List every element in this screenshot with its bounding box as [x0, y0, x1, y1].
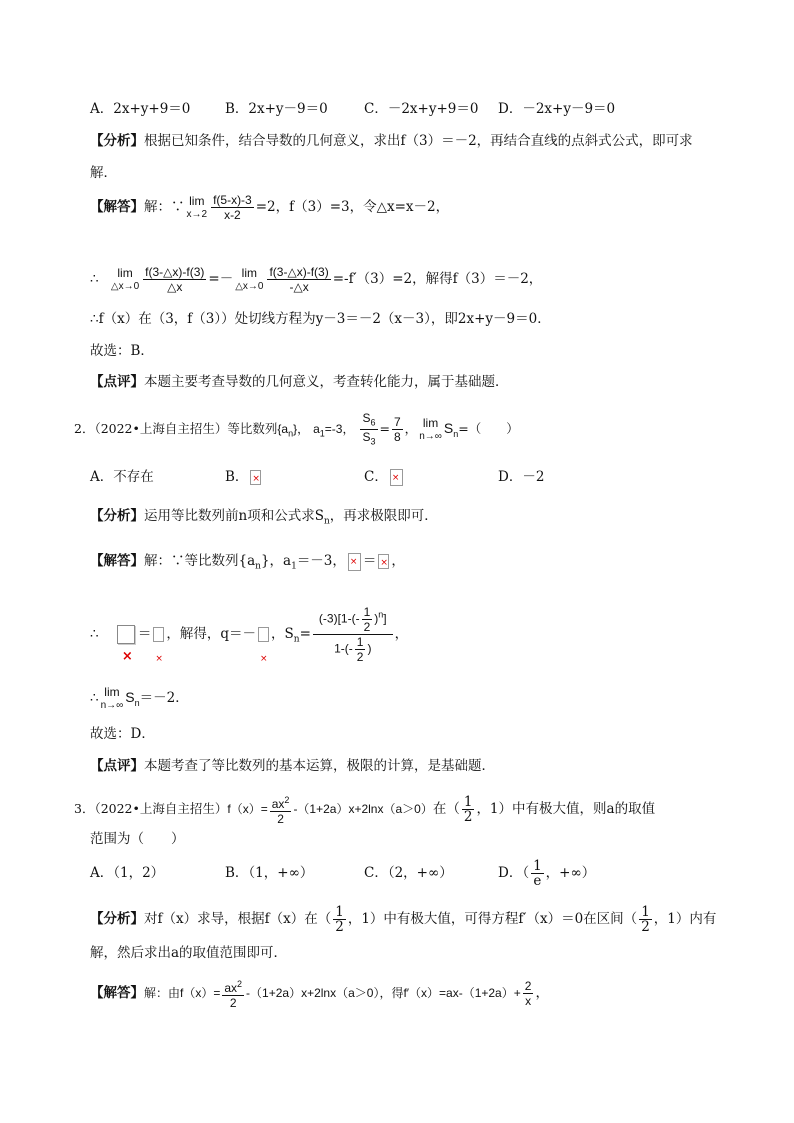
q1-analysis-cont: 解． — [90, 165, 117, 181]
broken-image-icon — [390, 469, 403, 486]
q1-tangent-line: ∴f（x）在（3，f（3））处切线方程为y－3＝－2（x－3），即2x+y－9＝0． — [90, 311, 551, 327]
q1-option-c: C．－2x+y+9＝0 — [364, 101, 479, 117]
q3-option-b: B．（1，+∞） — [225, 865, 314, 881]
analysis-tag: 【分析】 — [90, 911, 144, 927]
q2-stem — [74, 408, 519, 454]
broken-image-icon — [250, 470, 261, 485]
limit-expression: lim △x→0 — [110, 265, 140, 292]
limit-expression: lim x→2 — [186, 193, 208, 220]
fraction: $\frac{f(5-x)-3}{x-2}$ — [213, 193, 252, 222]
limit-expression: lim n→∞ — [100, 684, 124, 711]
analysis-text: 根据已知条件，结合导数的几何意义，求出f（3）＝－2，再结合直线的点斜式公式，即可求 — [144, 133, 693, 149]
q3-analysis: 【分析】对f（x）求导，根据f（x）在（ $\frac{1}{2}$ ，1）中有极大值，可得方程f′（x）＝0在区间（ $\frac{1}{2}$ ，1）内有 — [90, 904, 717, 935]
first-term: $a_1=-3$， — [313, 422, 355, 439]
fraction: $\frac{ax^2}{2}$ — [271, 795, 290, 826]
broken-image-icon — [348, 553, 361, 571]
broken-image-icon — [258, 627, 269, 642]
sequence: $\{a_n\}$， — [277, 422, 310, 439]
q2-option-b: B．× — [225, 468, 263, 486]
q2-solution-line3: ∴ lim n→∞ $S_n=-2$． — [90, 684, 189, 711]
q2-choice: 故选：D． — [90, 726, 155, 742]
q2-option-c: C．× — [364, 468, 405, 486]
therefore-symbol: ∴ — [90, 626, 99, 642]
limit-expression: lim △x→0 — [235, 265, 264, 292]
stem-prefix: 2．（2022•上海自主招生）等比数列 — [74, 421, 278, 436]
comment-text: 本题考查了等比数列的基本运算，极限的计算，是基础题． — [144, 758, 495, 774]
q3-stem-cont: 范围为（ ） — [90, 831, 185, 847]
q2-option-a: A．不存在 — [90, 469, 154, 485]
sum-formula: (-3)[1-(- $\frac{1}{2}$ )$^n$] 1-(- $\frac{1}{2}$ ) — [313, 605, 393, 664]
broken-image-icon — [153, 627, 164, 642]
sum-sn: $S_n$ — [443, 420, 459, 439]
fraction: $\frac{1}{2}$ — [463, 794, 473, 825]
solution-text: =-f′（3）=2，解得f（3）＝－2， — [332, 271, 543, 287]
solution-tag: 【解答】 — [90, 985, 144, 1001]
q2-option-d: D．－2 — [498, 469, 545, 485]
q1-choice: 故选：B． — [90, 343, 154, 359]
comment-text: 本题主要考查导数的几何意义，考查转化能力，属于基础题． — [144, 374, 509, 390]
q2-comment — [90, 757, 495, 775]
limit-expression: lim n→∞ — [419, 415, 442, 442]
solution-tag: 【解答】 — [90, 553, 144, 569]
comment-tag: 【点评】 — [90, 374, 144, 390]
q1-comment — [90, 373, 509, 391]
q1-option-b: B．2x+y－9＝0 — [225, 101, 328, 117]
q3-analysis-cont: 解，然后求出a的取值范围即可． — [90, 945, 288, 961]
q1-solution-line2 — [90, 262, 542, 296]
solution-tag: 【解答】 — [90, 199, 144, 215]
broken-image-icon — [117, 625, 135, 644]
q1-option-d: D．－2x+y－9＝0 — [498, 101, 616, 117]
equals-neg: =－ — [208, 271, 234, 287]
fraction: $\frac{f(3-\triangle x)-f(3)}{\triangle x}$ — [145, 265, 205, 294]
ratio-value: $\frac{7}{8}$ — [393, 415, 401, 444]
q2-solution-line2: ∴ × ＝× ，解得，q＝－× ，$S_n=$ (-3)[1-(- $\frac{1}{2}$ )$^n$] 1-(- $\frac{1}{2}$ ) ， — [90, 602, 408, 672]
analysis-tag: 【分析】 — [90, 508, 144, 524]
q2-solution-line1: 【解答】解：∵等比数列$\{a_n\}$，$a_1=-3$，× ＝× ， — [90, 552, 405, 576]
fraction: $\frac{1}{e}$ — [533, 858, 542, 889]
comment-tag: 【点评】 — [90, 758, 144, 774]
q1-analysis — [90, 132, 693, 150]
ratio-s6-s3: $\frac{S_6}{S_3}$ — [362, 410, 376, 447]
equals: = — [379, 421, 390, 436]
q3-option-d: D．（ $\frac{1}{e}$ ，+∞） — [498, 858, 596, 889]
q3-option-a: A．（1，2） — [90, 865, 165, 881]
q3-solution: 【解答】解：由f（x）= $\frac{ax^2}{2}$ -（1+2a）x+2lnx（a＞0），得f′（x）=ax-（1+2a）+ $\frac{2}{x}$ ， — [90, 979, 549, 1010]
q3-stem: 3．（2022•上海自主招生）f（x）= $\frac{ax^2}{2}$ -（1+2a）x+2lnx（a＞0）在（ $\frac{1}{2}$ ，1）中有极大值，则a的取值 — [74, 794, 656, 826]
therefore-symbol: ∴ — [90, 271, 99, 287]
q1-solution-line1 — [90, 190, 449, 224]
broken-image-icon — [378, 554, 389, 569]
fraction: $\frac{f(3-\triangle x)-f(3)}{-\triangle x}$ — [269, 265, 329, 294]
analysis-tag: 【分析】 — [90, 133, 144, 149]
solution-prefix: 解：∵ — [144, 199, 185, 215]
comma: ， — [404, 421, 418, 436]
q3-option-c: C．（2，+∞） — [364, 865, 453, 881]
q2-analysis: 【分析】运用等比数列前n项和公式求$S_n$，再求极限即可． — [90, 508, 438, 527]
stem-end: =（ ） — [458, 421, 519, 436]
solution-text: =2，f（3）=3，令△x=x－2， — [255, 199, 450, 215]
q1-option-a: A．2x+y+9＝0 — [90, 101, 191, 117]
